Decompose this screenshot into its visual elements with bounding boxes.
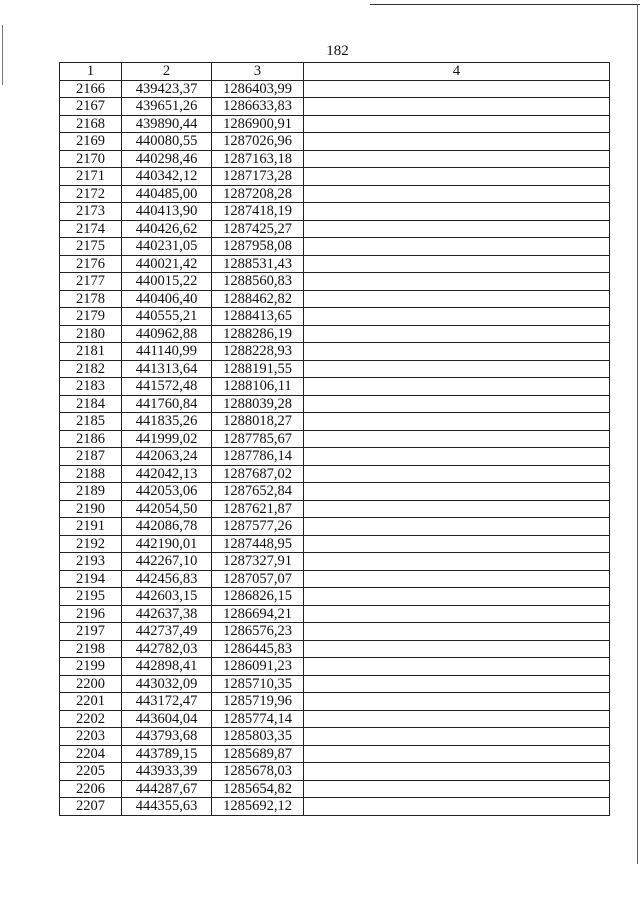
scan-edge-top [370,4,640,5]
point-number-cell: 2186 [60,430,122,448]
x-coordinate-cell: 443793,68 [122,728,212,746]
table-row [60,343,610,361]
note-cell [304,80,610,98]
table-row [60,290,610,308]
x-coordinate-cell: 443032,09 [122,675,212,693]
y-coordinate-cell: 1286826,15 [212,588,304,606]
point-number-cell: 2202 [60,710,122,728]
y-coordinate-cell: 1287425,27 [212,220,304,238]
x-coordinate-cell: 440080,55 [122,133,212,151]
y-coordinate-cell: 1288413,65 [212,308,304,326]
point-number-cell: 2166 [60,80,122,98]
table-row [60,798,610,816]
note-cell [304,395,610,413]
y-coordinate-cell: 1286900,91 [212,115,304,133]
table-row [60,465,610,483]
note-cell [304,378,610,396]
header-col-2: 2 [122,63,212,81]
note-cell [304,623,610,641]
x-coordinate-cell: 444287,67 [122,780,212,798]
point-number-cell: 2196 [60,605,122,623]
page-number: 182 [326,43,349,59]
point-number-cell: 2189 [60,483,122,501]
table-row [60,763,610,781]
y-coordinate-cell: 1287163,18 [212,150,304,168]
note-cell [304,115,610,133]
note-cell [304,640,610,658]
y-coordinate-cell: 1285803,35 [212,728,304,746]
note-cell [304,728,610,746]
note-cell [304,780,610,798]
y-coordinate-cell: 1286576,23 [212,623,304,641]
x-coordinate-cell: 442042,13 [122,465,212,483]
point-number-cell: 2188 [60,465,122,483]
note-cell [304,203,610,221]
x-coordinate-cell: 440426,62 [122,220,212,238]
note-cell [304,185,610,203]
table-row [60,535,610,553]
x-coordinate-cell: 440021,42 [122,255,212,273]
note-cell [304,500,610,518]
x-coordinate-cell: 442782,03 [122,640,212,658]
table-row [60,693,610,711]
x-coordinate-cell: 442063,24 [122,448,212,466]
note-cell [304,745,610,763]
point-number-cell: 2193 [60,553,122,571]
x-coordinate-cell: 439890,44 [122,115,212,133]
note-cell [304,710,610,728]
y-coordinate-cell: 1288286,19 [212,325,304,343]
table-row [60,430,610,448]
point-number-cell: 2204 [60,745,122,763]
x-coordinate-cell: 442267,10 [122,553,212,571]
coordinates-table [59,62,610,816]
y-coordinate-cell: 1285678,03 [212,763,304,781]
table-header [60,63,610,81]
point-number-cell: 2187 [60,448,122,466]
point-number-cell: 2171 [60,168,122,186]
x-coordinate-cell: 441999,02 [122,430,212,448]
table-row [60,745,610,763]
y-coordinate-cell: 1287327,91 [212,553,304,571]
y-coordinate-cell: 1288106,11 [212,378,304,396]
table-row [60,780,610,798]
point-number-cell: 2181 [60,343,122,361]
x-coordinate-cell: 442603,15 [122,588,212,606]
point-number-cell: 2203 [60,728,122,746]
table-row [60,710,610,728]
point-number-cell: 2205 [60,763,122,781]
point-number-cell: 2199 [60,658,122,676]
note-cell [304,308,610,326]
table-row [60,570,610,588]
note-cell [304,763,610,781]
note-cell [304,465,610,483]
table-row [60,360,610,378]
table-row [60,185,610,203]
table-row [60,115,610,133]
table-row [60,553,610,571]
table-row [60,395,610,413]
x-coordinate-cell: 442054,50 [122,500,212,518]
header-col-1: 1 [60,63,122,81]
note-cell [304,343,610,361]
point-number-cell: 2175 [60,238,122,256]
y-coordinate-cell: 1287621,87 [212,500,304,518]
point-number-cell: 2179 [60,308,122,326]
table-row [60,588,610,606]
table-row [60,273,610,291]
note-cell [304,413,610,431]
note-cell [304,360,610,378]
x-coordinate-cell: 440485,00 [122,185,212,203]
table-row [60,675,610,693]
x-coordinate-cell: 442086,78 [122,518,212,536]
point-number-cell: 2173 [60,203,122,221]
y-coordinate-cell: 1285692,12 [212,798,304,816]
x-coordinate-cell: 440231,05 [122,238,212,256]
point-number-cell: 2201 [60,693,122,711]
y-coordinate-cell: 1285710,35 [212,675,304,693]
point-number-cell: 2180 [60,325,122,343]
note-cell [304,588,610,606]
x-coordinate-cell: 440342,12 [122,168,212,186]
point-number-cell: 2195 [60,588,122,606]
y-coordinate-cell: 1288228,93 [212,343,304,361]
table-row [60,133,610,151]
y-coordinate-cell: 1287173,28 [212,168,304,186]
table-row [60,728,610,746]
x-coordinate-cell: 441572,48 [122,378,212,396]
y-coordinate-cell: 1285654,82 [212,780,304,798]
table-row [60,413,610,431]
x-coordinate-cell: 440298,46 [122,150,212,168]
table-row [60,150,610,168]
y-coordinate-cell: 1286403,99 [212,80,304,98]
table-row [60,168,610,186]
table-row [60,483,610,501]
note-cell [304,798,610,816]
x-coordinate-cell: 441835,26 [122,413,212,431]
y-coordinate-cell: 1287577,26 [212,518,304,536]
table-row [60,605,610,623]
point-number-cell: 2176 [60,255,122,273]
table-row [60,325,610,343]
point-number-cell: 2194 [60,570,122,588]
x-coordinate-cell: 443172,47 [122,693,212,711]
point-number-cell: 2206 [60,780,122,798]
y-coordinate-cell: 1286694,21 [212,605,304,623]
note-cell [304,168,610,186]
y-coordinate-cell: 1285774,14 [212,710,304,728]
x-coordinate-cell: 441313,64 [122,360,212,378]
y-coordinate-cell: 1288191,55 [212,360,304,378]
table-row [60,80,610,98]
y-coordinate-cell: 1287208,28 [212,185,304,203]
y-coordinate-cell: 1286445,83 [212,640,304,658]
x-coordinate-cell: 442898,41 [122,658,212,676]
header-col-4: 4 [304,63,610,81]
point-number-cell: 2170 [60,150,122,168]
table-row [60,308,610,326]
point-number-cell: 2192 [60,535,122,553]
note-cell [304,220,610,238]
point-number-cell: 2207 [60,798,122,816]
y-coordinate-cell: 1288039,28 [212,395,304,413]
y-coordinate-cell: 1287785,67 [212,430,304,448]
x-coordinate-cell: 441760,84 [122,395,212,413]
note-cell [304,483,610,501]
x-coordinate-cell: 444355,63 [122,798,212,816]
point-number-cell: 2198 [60,640,122,658]
y-coordinate-cell: 1288018,27 [212,413,304,431]
x-coordinate-cell: 440406,40 [122,290,212,308]
note-cell [304,238,610,256]
x-coordinate-cell: 440413,90 [122,203,212,221]
table-row [60,238,610,256]
y-coordinate-cell: 1287418,19 [212,203,304,221]
x-coordinate-cell: 443933,39 [122,763,212,781]
table-row [60,448,610,466]
note-cell [304,605,610,623]
x-coordinate-cell: 440555,21 [122,308,212,326]
point-number-cell: 2191 [60,518,122,536]
table-row [60,378,610,396]
y-coordinate-cell: 1286091,23 [212,658,304,676]
point-number-cell: 2168 [60,115,122,133]
note-cell [304,430,610,448]
point-number-cell: 2177 [60,273,122,291]
x-coordinate-cell: 443604,04 [122,710,212,728]
x-coordinate-cell: 439423,37 [122,80,212,98]
point-number-cell: 2183 [60,378,122,396]
table-row [60,500,610,518]
point-number-cell: 2200 [60,675,122,693]
table-row [60,518,610,536]
x-coordinate-cell: 442053,06 [122,483,212,501]
y-coordinate-cell: 1287652,84 [212,483,304,501]
note-cell [304,255,610,273]
table-row [60,658,610,676]
note-cell [304,325,610,343]
point-number-cell: 2172 [60,185,122,203]
x-coordinate-cell: 442637,38 [122,605,212,623]
note-cell [304,535,610,553]
header-col-3: 3 [212,63,304,81]
note-cell [304,133,610,151]
table-row [60,255,610,273]
point-number-cell: 2184 [60,395,122,413]
point-number-cell: 2185 [60,413,122,431]
point-number-cell: 2182 [60,360,122,378]
x-coordinate-cell: 442737,49 [122,623,212,641]
y-coordinate-cell: 1287057,07 [212,570,304,588]
table-row [60,98,610,116]
note-cell [304,570,610,588]
table-row [60,640,610,658]
y-coordinate-cell: 1287687,02 [212,465,304,483]
x-coordinate-cell: 440962,88 [122,325,212,343]
note-cell [304,98,610,116]
note-cell [304,448,610,466]
point-number-cell: 2190 [60,500,122,518]
y-coordinate-cell: 1286633,83 [212,98,304,116]
y-coordinate-cell: 1288531,43 [212,255,304,273]
y-coordinate-cell: 1285689,87 [212,745,304,763]
table-body [60,80,610,815]
note-cell [304,518,610,536]
y-coordinate-cell: 1287026,96 [212,133,304,151]
point-number-cell: 2167 [60,98,122,116]
note-cell [304,658,610,676]
point-number-cell: 2174 [60,220,122,238]
table-row [60,623,610,641]
point-number-cell: 2178 [60,290,122,308]
y-coordinate-cell: 1287786,14 [212,448,304,466]
point-number-cell: 2169 [60,133,122,151]
x-coordinate-cell: 439651,26 [122,98,212,116]
x-coordinate-cell: 442456,83 [122,570,212,588]
note-cell [304,553,610,571]
note-cell [304,150,610,168]
table-row [60,203,610,221]
x-coordinate-cell: 441140,99 [122,343,212,361]
x-coordinate-cell: 442190,01 [122,535,212,553]
note-cell [304,675,610,693]
y-coordinate-cell: 1287448,95 [212,535,304,553]
x-coordinate-cell: 443789,15 [122,745,212,763]
table-row [60,220,610,238]
point-number-cell: 2197 [60,623,122,641]
y-coordinate-cell: 1287958,08 [212,238,304,256]
note-cell [304,290,610,308]
y-coordinate-cell: 1288560,83 [212,273,304,291]
y-coordinate-cell: 1285719,96 [212,693,304,711]
x-coordinate-cell: 440015,22 [122,273,212,291]
note-cell [304,693,610,711]
header-row [60,63,610,81]
scan-edge-right [637,4,638,864]
y-coordinate-cell: 1288462,82 [212,290,304,308]
note-cell [304,273,610,291]
